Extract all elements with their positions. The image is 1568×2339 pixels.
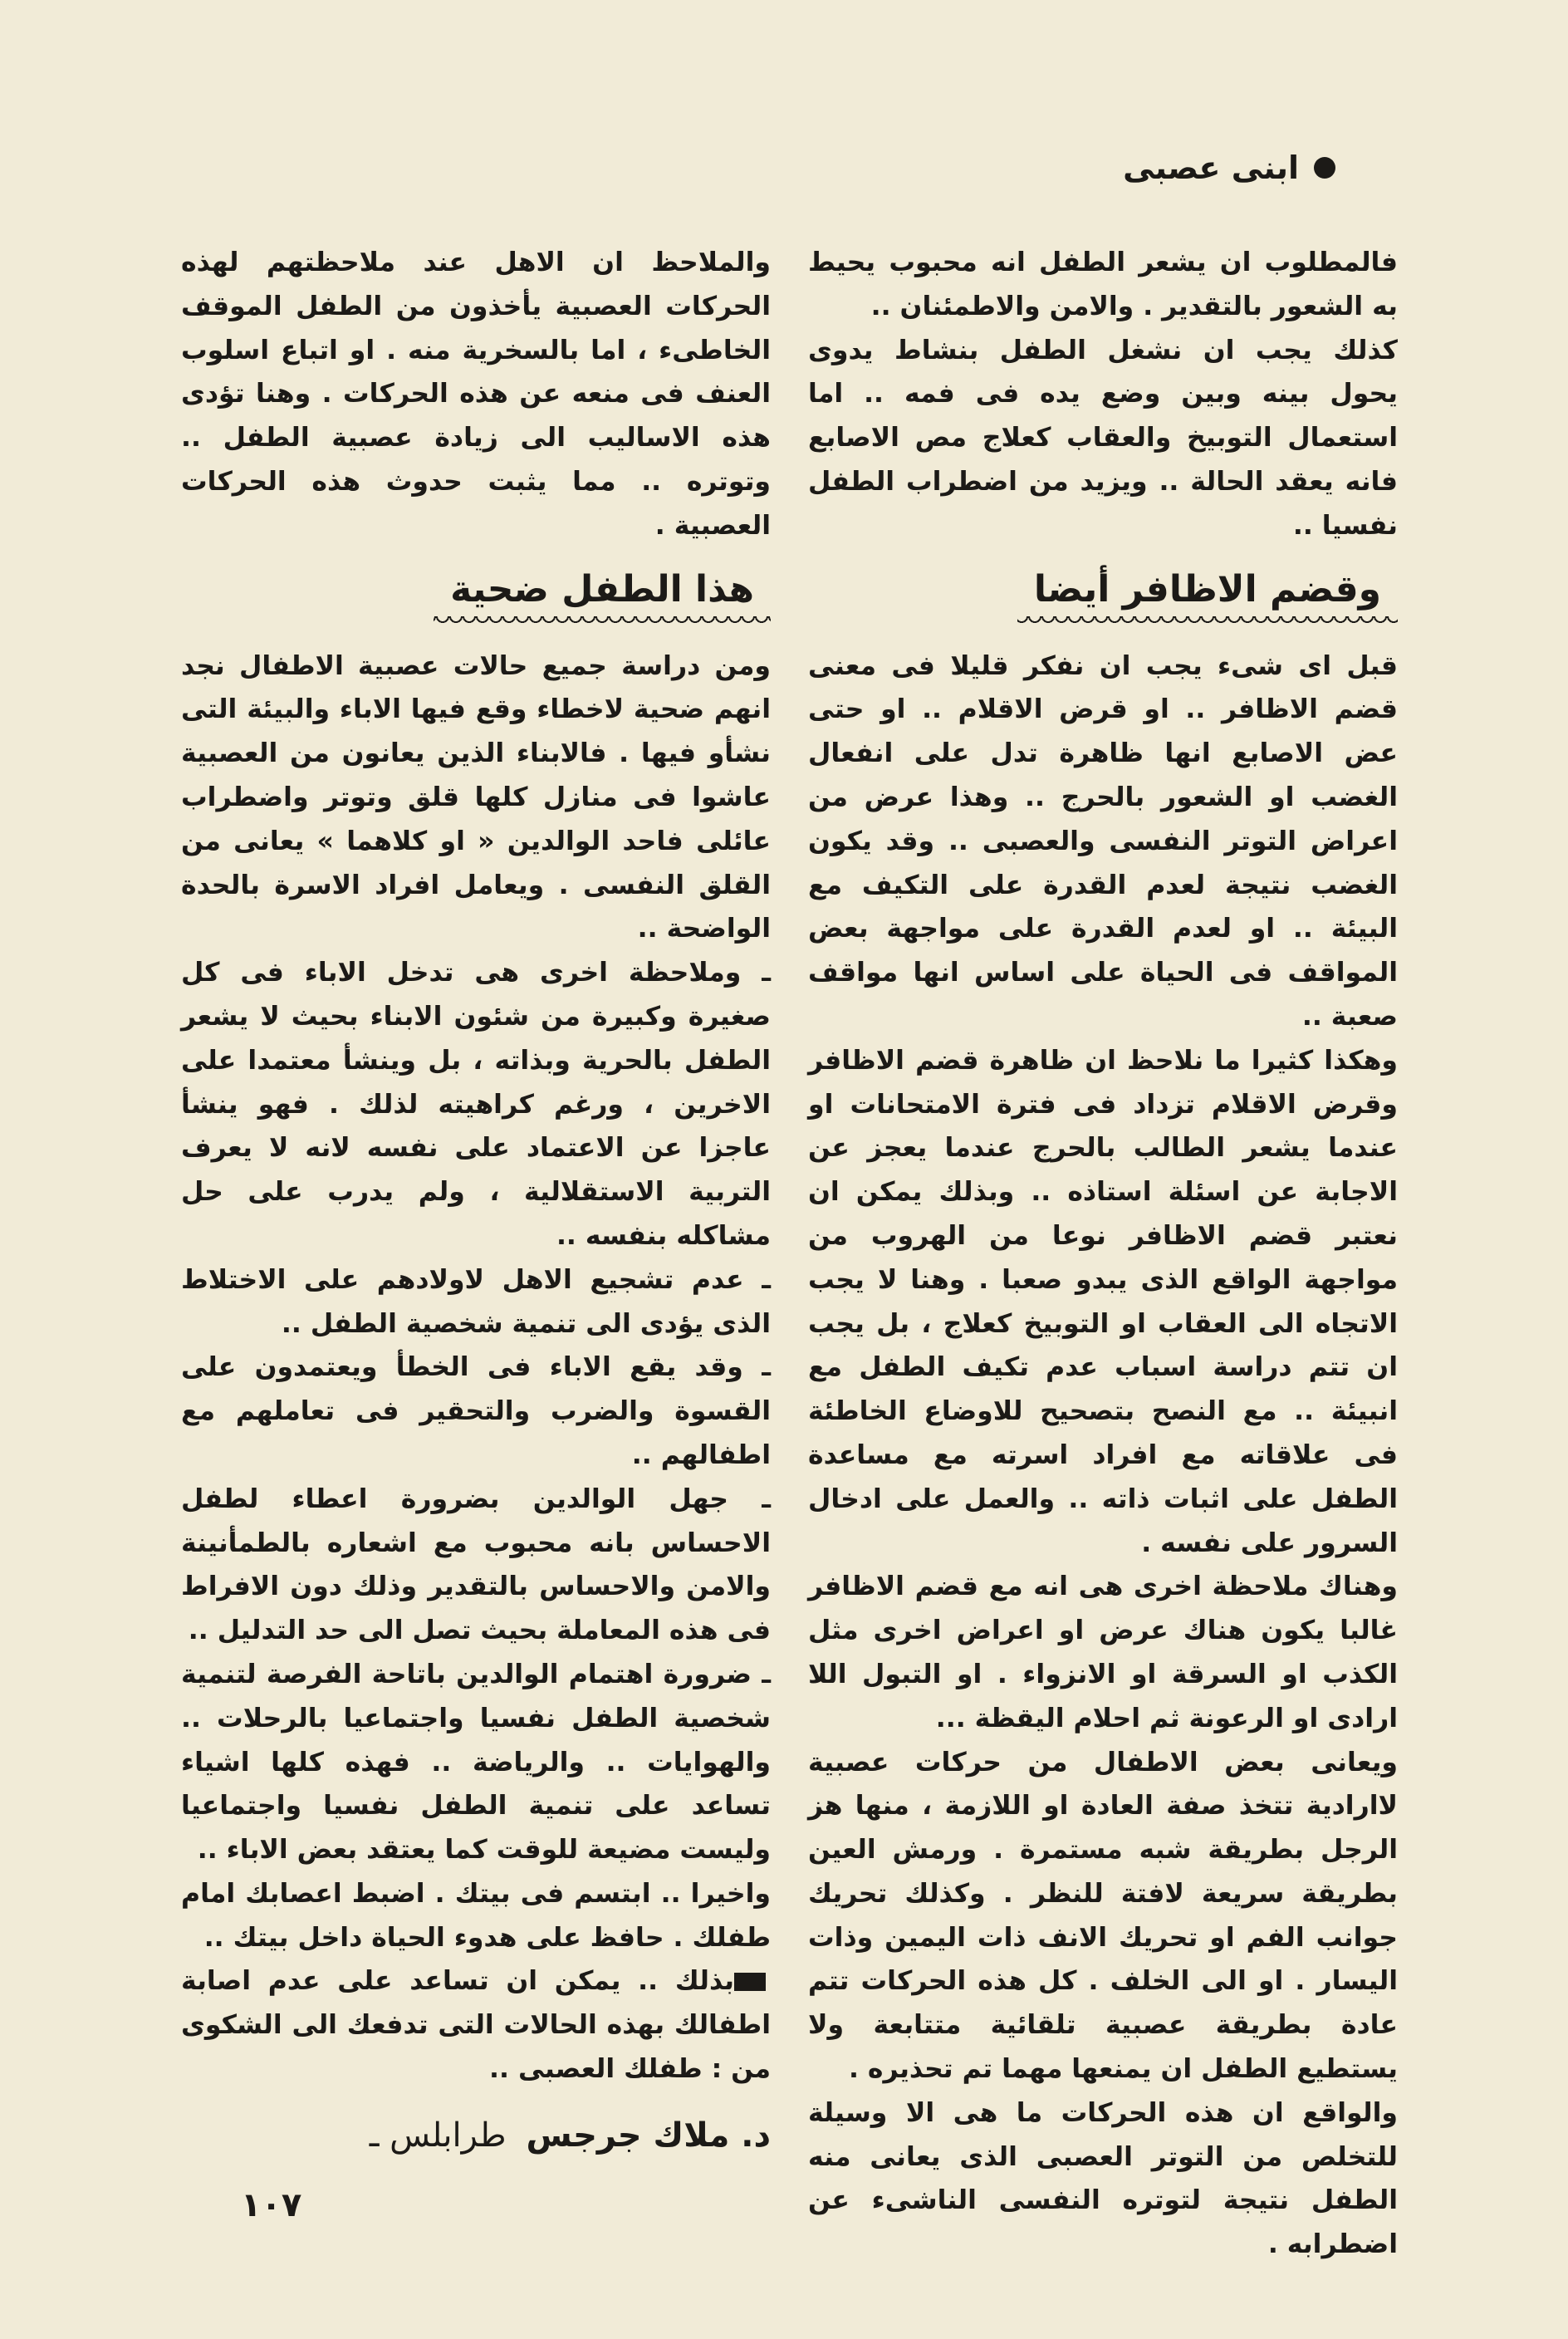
- paragraph: كذلك يجب ان نشغل الطفل بنشاط يدوى يحول بينه وبين وضع يده فى فمه .. اما استعمال التوبيخ والعقاب كعلاج مص الاصابع فانه يعقد الحالة .. ويزيد من اضطراب الطفل نفسيا ..: [808, 335, 1398, 541]
- left-column: [181, 241, 771, 2091]
- author-place: طرابلس ـ: [369, 2116, 507, 2155]
- article-header: [1123, 150, 1335, 186]
- article-title: ابنى عصبى: [1123, 150, 1299, 186]
- paragraph: قبل اى شىء يجب ان نفكر قليلا فى معنى قضم الاظافر .. او قرض الاقلام .. او حتى عض الاصابع انها ظاهرة تدل على انفعال الغضب او الشعور بالحرج .. وهذا عرض من اعراض التوتر النفسى والعصبى .. وقد يكون الغضب نتيجة لعدم القدرة على التكيف مع البيئة .. او لعدم القدرة على مواجهة بعض المواقف فى الحياة على اساس انها مواقف صعبة ..: [808, 650, 1398, 1032]
- bullet-icon: [1314, 157, 1335, 179]
- paragraph: ـ عدم تشجيع الاهل لاولادهم على الاختلاط الذى يؤدى الى تنمية شخصية الطفل ..: [181, 1264, 771, 1339]
- end-of-article-icon: [734, 1973, 766, 1991]
- right-column: [808, 241, 1398, 2267]
- paragraph: ـ وقد يقع الاباء فى الخطأ ويعتمدون على القسوة والضرب والتحقير فى تعاملهم مع اطفالهم ..: [181, 1352, 771, 1470]
- paragraph: وهناك ملاحظة اخرى هى انه مع قضم الاظافر غالبا يكون هناك عرض او اعراض اخرى مثل الكذب او السرقة او الانزواء . او التبول اللا ارادى او الرعونة ثم احلام اليقظة ...: [808, 1572, 1398, 1733]
- paragraph: ـ جهل الوالدين بضرورة اعطاء لطفل الاحساس بانه محبوب مع اشعاره بالطمأنينة والامن والاحساس بالتقدير وذلك دون الافراط فى هذه المعاملة بحيث تصل الى حد التدليل ..: [181, 1483, 771, 1646]
- paragraph: [181, 1959, 771, 2091]
- paragraph-text: بذلك .. يمكن ان تساعد على عدم اصابة اطفالك بهذه الحالات التى تدفعك الى الشكوى من : طفلك العصبى ..: [181, 1966, 771, 2085]
- section-heading-wrap: [181, 565, 771, 626]
- paragraph: ـ وملاحظة اخرى هى تدخل الاباء فى كل صغيرة وكبيرة من شئون الابناء بحيث لا يشعر الطفل بالحرية وبذاته ، بل وينشأ معتمدا على الاخرين ، ورغم كراهيته لذلك . فهو ينشأ عاجزا عن الاعتماد على نفسه لانه لا يعرف التربية الاستقلالية ، ولم يدرب على حل مشاكله بنفسه ..: [181, 958, 771, 1251]
- paragraph: واخيرا .. ابتسم فى بيتك . اضبط اعصابك امام طفلك . حافظ على هدوء الحياة داخل بيتك ..: [181, 1878, 771, 1953]
- paragraph: والملاحظ ان الاهل عند ملاحظتهم لهذه الحركات العصبية يأخذون من الطفل الموقف الخاطىء ، اما بالسخرية منه . او اتباع اسلوب العنف فى منعه عن هذه الحركات . وهنا تؤدى هذه الاساليب الى زيادة عصبية الطفل .. وتوتره .. مما يثبت حدوث هذه الحركات العصبية .: [181, 248, 771, 541]
- paragraph: ـ ضرورة اهتمام الوالدين باتاحة الفرصة لتنمية شخصية الطفل نفسيا واجتماعيا بالرحلات .. والهوايات .. والرياضة .. فهذه كلها اشياء تساعد على تنمية الطفل نفسيا واجتماعيا وليست مضيعة للوقت كما يعتقد بعض الاباء ..: [181, 1659, 771, 1866]
- author-signature: [181, 2116, 771, 2155]
- page-number: ١٠٧: [241, 2186, 302, 2224]
- section-heading-wrap: [808, 565, 1398, 626]
- section-heading: وقضم الاظافر أيضا: [1017, 565, 1398, 626]
- section-heading: هذا الطفل ضحية: [434, 565, 771, 626]
- paragraph: ومن دراسة جميع حالات عصبية الاطفال نجد انهم ضحية لاخطاء وقع فيها الاباء والبيئة التى نشأو فيها . فالابناء الذين يعانون من العصبية عاشوا فى منازل كلها قلق وتوتر واضطراب عائلى فاحد الوالدين « او كلاهما » يعانى من القلق النفسى . ويعامل افراد الاسرة بالحدة الواضحة ..: [181, 650, 771, 944]
- paragraph: وهكذا كثيرا ما نلاحظ ان ظاهرة قضم الاظافر وقرض الاقلام تزداد فى فترة الامتحانات او عندما يشعر الطالب بالحرج عندما يعجز عن الاجابة عن اسئلة استاذه .. وبذلك يمكن ان نعتبر قضم الاظافر نوعا من الهروب من مواجهة الواقع الذى يبدو صعبا . وهنا لا يجب الاتجاه الى العقاب او التوبيخ كعلاج ، بل يجب ان تتم دراسة اسباب عدم تكيف الطفل مع انبيئة .. مع النصح بتصحيح للاوضاع الخاطئة فى علاقاته مع افراد اسرته مع مساعدة الطفل على اثبات ذاته .. والعمل على ادخال السرور على نفسه .: [808, 1045, 1398, 1558]
- paragraph: فالمطلوب ان يشعر الطفل انه محبوب يحيط به الشعور بالتقدير . والامن والاطمئنان ..: [808, 248, 1398, 321]
- author-name: د. ملاك جرجس: [526, 2116, 771, 2155]
- paragraph: والواقع ان هذه الحركات ما هى الا وسيلة للتخلص من التوتر العصبى الذى يعانى منه الطفل نتيجة لتوتره النفسى الناشىء عن اضطرابه .: [808, 2097, 1398, 2260]
- paragraph: ويعانى بعض الاطفال من حركات عصبية لاارادية تتخذ صفة العادة او اللازمة ، منها هز الرجل بطريقة شبه مستمرة . ورمش العين بطريقة سريعة لافتة للنظر . وكذلك تحريك جوانب الفم او تحريك الانف ذات اليمين وذات اليسار . او الى الخلف . كل هذه الحركات تتم عادة بطريقة عصبية تلقائية متتابعة ولا يستطيع الطفل ان يمنعها مهما تم تحذيره .: [808, 1747, 1398, 2085]
